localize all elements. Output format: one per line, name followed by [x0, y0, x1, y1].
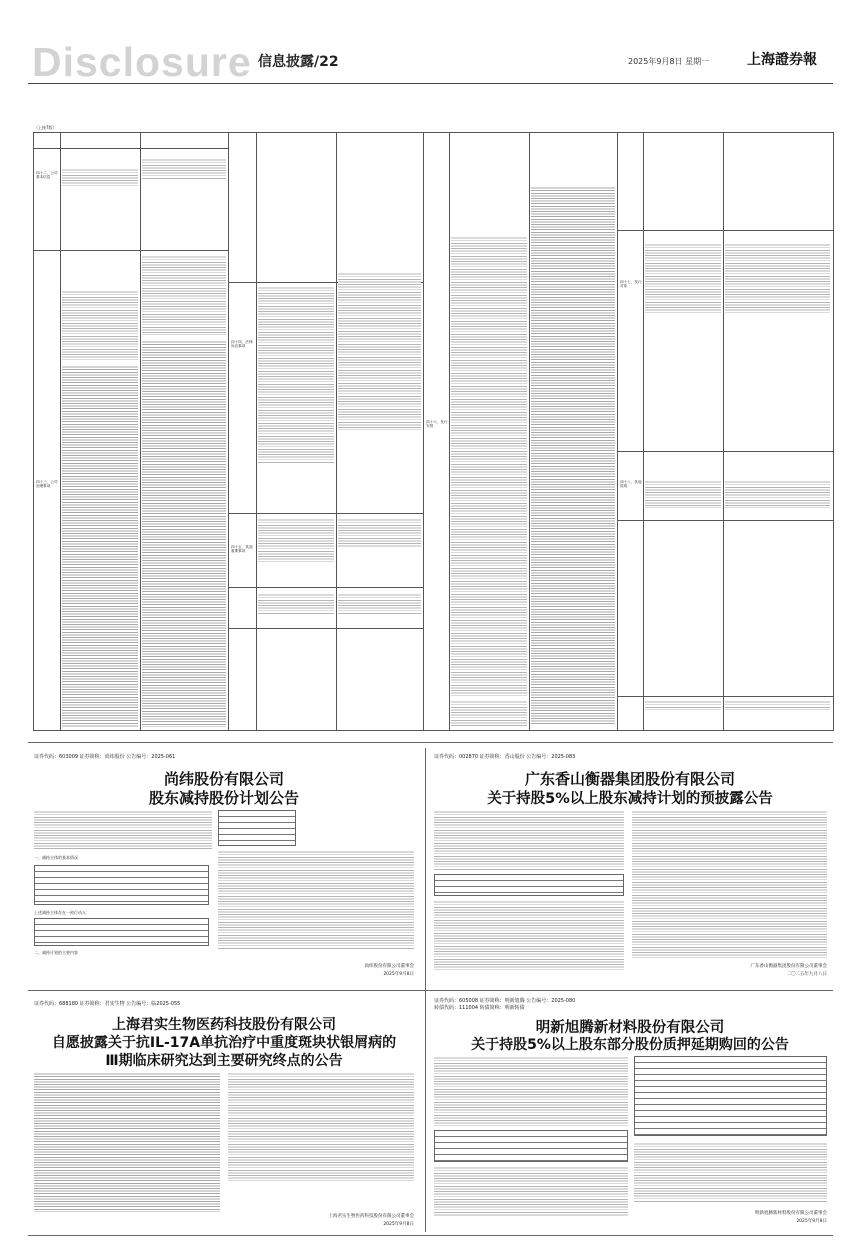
a1-sign-board: 尚纬股份有限公司董事会 [364, 964, 414, 969]
a3-sign-board: 上海君实生物医药科技股份有限公司董事会 [328, 1214, 414, 1219]
newspaper-name: 上海證券報 [747, 52, 817, 68]
row-label-issue-target: 四十七、发行对象 [620, 280, 642, 289]
a1-company: 尚纬股份有限公司 [163, 770, 284, 788]
disclosure-logo: Disclosure [32, 39, 252, 85]
a3-company: 上海君实生物医药科技股份有限公司 [112, 1017, 336, 1033]
a1-table-caption: 一、减持主体的基本情况 [34, 855, 78, 860]
a4-pledge-table [434, 1130, 628, 1162]
row-label-litigation: 四十四、法律诉讼事项 [231, 340, 253, 349]
a2-subject: 关于持股5%以上股东减持计划的预披露公告 [487, 791, 773, 807]
a2-sign-board: 广东香山衡器集团股份有限公司董事会 [750, 964, 827, 969]
a1-subject: 股东减持股份计划公告 [148, 789, 299, 807]
a2-holder-table [434, 874, 624, 896]
a1-holder-table [34, 865, 209, 905]
a4-company: 明新旭腾新材料股份有限公司 [535, 1020, 725, 1036]
a4-code-line2: 转债代码：111004 转债简称：明新转债 [434, 1005, 525, 1011]
a2-sign-date: 二〇二五年九月八日 [786, 972, 827, 977]
a2-code-line: 证券代码：002870 证券简称：香山股份 公告编号：2025-083 [434, 754, 576, 760]
a3-code-line: 证券代码：688180 证券简称：君实生物 公告编号：临2025-055 [34, 1001, 181, 1007]
a3-sign-date: 2025年9月8日 [383, 1222, 414, 1227]
a1-code-line: 证券代码：603009 证券简称：尚纬股份 公告编号：2025-061 [34, 754, 176, 760]
a1-concert-table [34, 918, 209, 946]
row-label-issue-plan: 四十六、发行安排 [426, 420, 448, 429]
a4-holding-table [634, 1056, 827, 1136]
row-label-governance: 四十三、公司治理事项 [36, 480, 58, 489]
a4-code-line: 证券代码：605008 证券简称：明新旭腾 公告编号：2025-080 [434, 998, 576, 1004]
a1-table-caption2: 上述减持主体存在一致行动人： [34, 910, 90, 915]
row-label-company-info: 四十二、公司基本信息 [36, 171, 58, 180]
a4-sign-board: 明新旭腾新材料股份有限公司董事会 [755, 1211, 827, 1216]
a1-sign-date: 2025年9月8日 [383, 972, 414, 977]
a4-sign-date: 2025年9月8日 [796, 1219, 827, 1224]
a4-subject: 关于持股5%以上股东部分股份质押延期购回的公告 [471, 1037, 789, 1053]
issue-date: 2025年9月8日 星期一 [628, 57, 710, 66]
a3-subject-line2: Ⅲ期临床研究达到主要研究终点的公告 [105, 1053, 343, 1069]
row-label-other: 四十五、其他重要事项 [231, 545, 253, 554]
continued-label: （上接7版） [34, 125, 57, 130]
section-title: 信息披露/22 [258, 54, 339, 70]
row-label-other-notes: 四十八、其他说明 [620, 480, 642, 489]
a2-company: 广东香山衡器集团股份有限公司 [524, 770, 735, 788]
a1-table-caption3: 二、减持计划的主要内容 [34, 950, 78, 955]
a1-plan-table [218, 810, 296, 846]
masthead [28, 38, 833, 84]
a3-subject-line1: 自愿披露关于抗IL-17A单抗治疗中重度斑块状银屑病的 [51, 1035, 397, 1051]
